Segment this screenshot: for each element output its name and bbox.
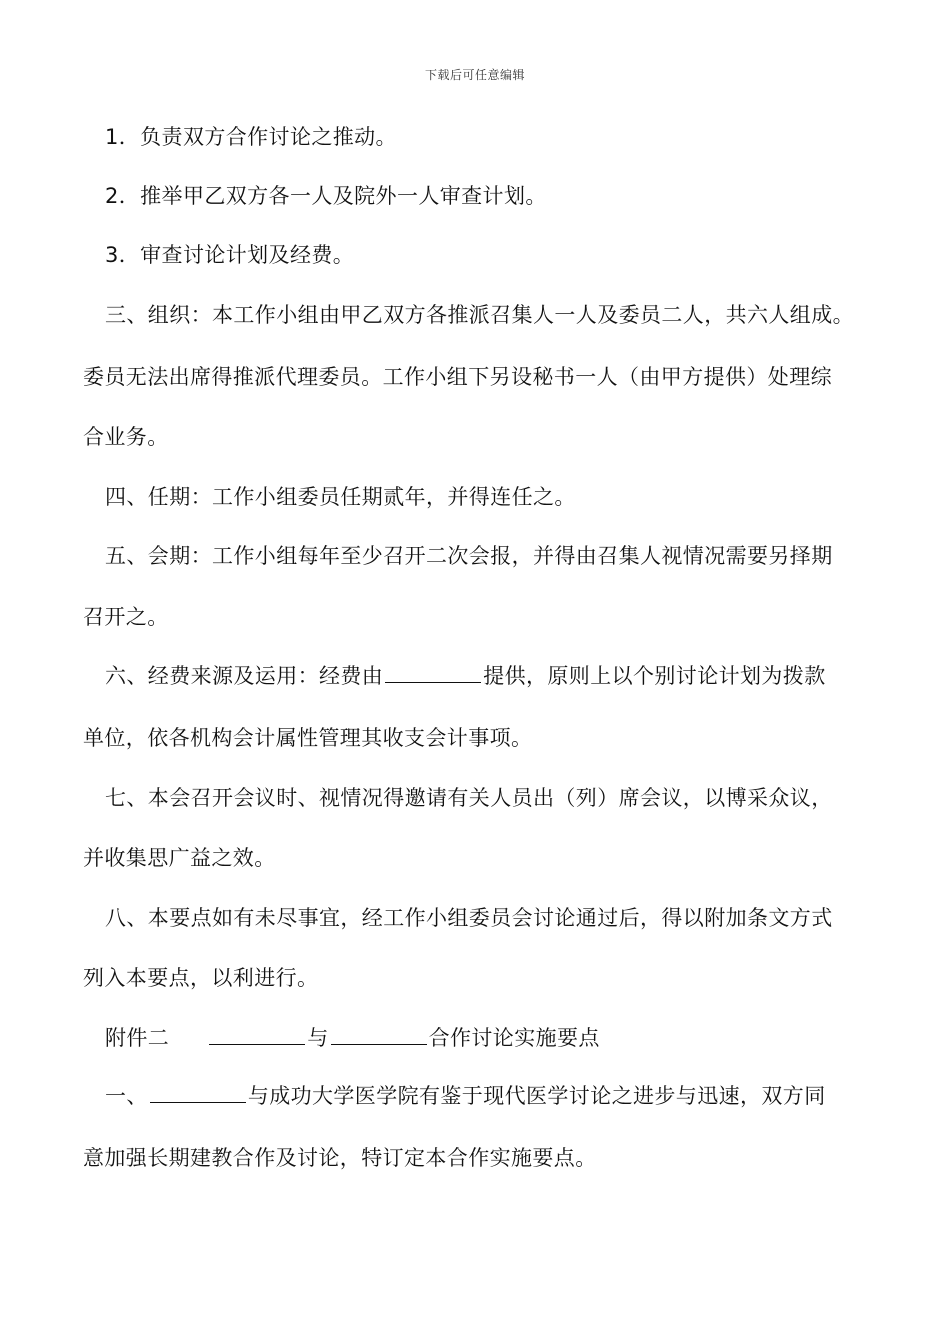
- clause-1-line-2: 意加强长期建教合作及讨论，特订定本合作实施要点。: [83, 1146, 597, 1170]
- clause-1-suffix: 与成功大学医学院有鉴于现代医学讨论之进步与迅速，双方同: [247, 1084, 826, 1108]
- attachment-2-suffix: 合作讨论实施要点: [428, 1026, 600, 1050]
- attachment-2-title: [105, 1025, 600, 1051]
- section-4-line-1: 四、任期：工作小组委员任期贰年，并得连任之。: [105, 485, 576, 509]
- item-3: 3．审查讨论计划及经费。: [105, 243, 355, 267]
- clause-1-line-1: [105, 1083, 826, 1109]
- section-5-line-1: 五、会期：工作小组每年至少召开二次会报，并得由召集人视情况需要另择期: [105, 544, 833, 568]
- section-7-line-2: 并收集思广益之效。: [83, 846, 276, 870]
- section-7-line-1: 七、本会召开会议时、视情况得邀请有关人员出（列）席会议，以博采众议，: [105, 786, 833, 810]
- section-3-line-2: 委员无法出席得推派代理委员。工作小组下另设秘书一人（由甲方提供）处理综: [83, 365, 832, 389]
- attachment-2-label: 附件二: [105, 1026, 170, 1050]
- party-b-blank[interactable]: [331, 1026, 427, 1045]
- section-6-line-1: [105, 663, 826, 689]
- institution-blank[interactable]: [150, 1084, 246, 1103]
- funding-source-blank[interactable]: [385, 664, 481, 683]
- section-6-line-2: 单位，依各机构会计属性管理其收支会计事项。: [83, 726, 533, 750]
- section-8-line-2: 列入本要点，以利进行。: [83, 966, 319, 990]
- attachment-2-connector: 与: [307, 1026, 329, 1050]
- item-2: 2．推举甲乙双方各一人及院外一人审查计划。: [105, 184, 547, 208]
- section-5-line-2: 召开之。: [83, 605, 169, 629]
- item-1: 1．负责双方合作讨论之推动。: [105, 125, 397, 149]
- party-a-blank[interactable]: [209, 1026, 305, 1045]
- section-6-suffix: 提供，原则上以个别讨论计划为拨款: [483, 664, 826, 688]
- clause-1-prefix: 一、: [105, 1084, 148, 1108]
- section-3-line-1: 三、组织：本工作小组由甲乙双方各推派召集人一人及委员二人，共六人组成。: [105, 303, 854, 327]
- section-8-line-1: 八、本要点如有未尽事宜，经工作小组委员会讨论通过后，得以附加条文方式: [105, 906, 833, 930]
- section-3-line-3: 合业务。: [83, 425, 169, 449]
- header-note: 下载后可任意编辑: [424, 68, 525, 82]
- section-6-prefix: 六、经费来源及运用：经费由: [105, 664, 384, 688]
